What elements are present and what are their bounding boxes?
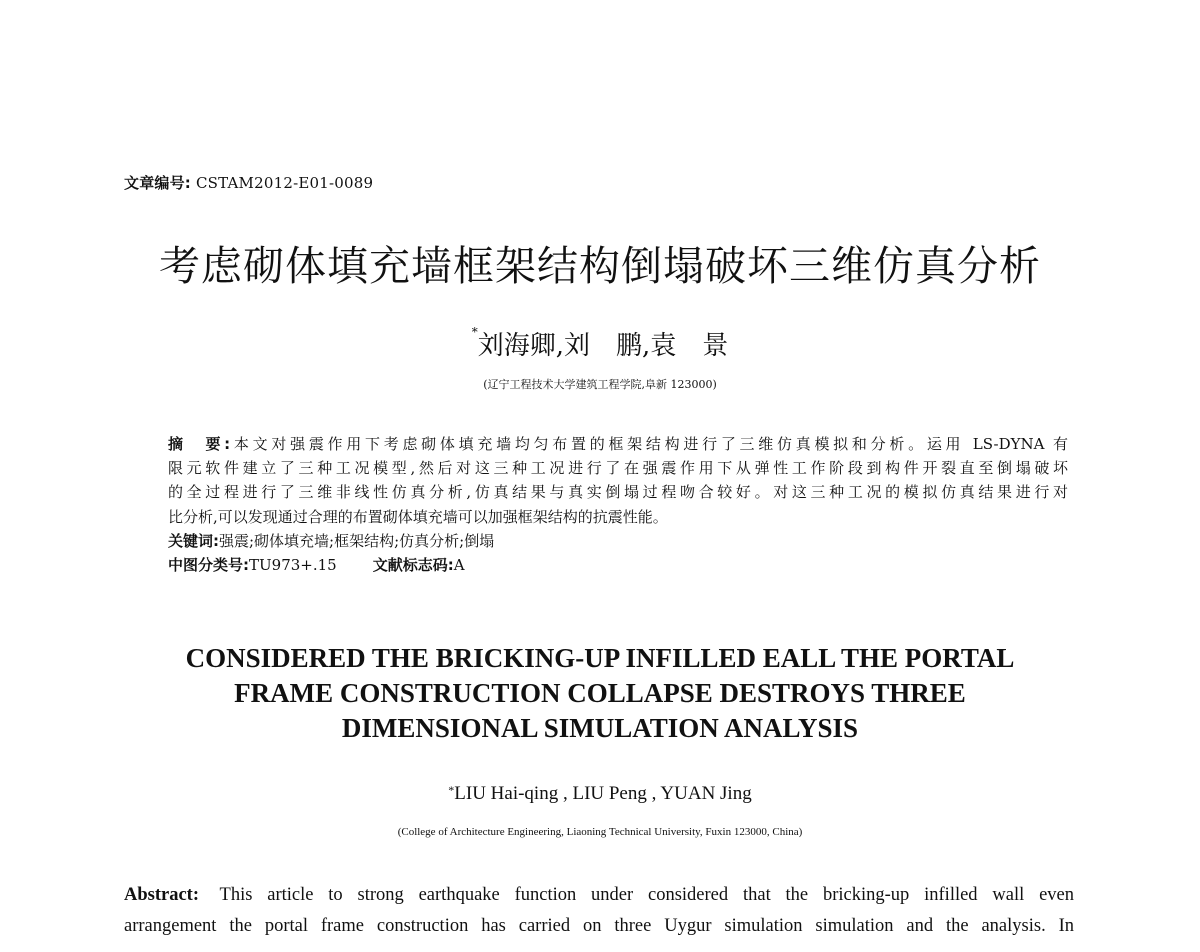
chinese-author-names: 刘海卿,刘 鹏,袁 景 xyxy=(477,331,729,361)
english-title-line: CONSIDERED THE BRICKING-UP INFILLED EALL THE PORTAL xyxy=(185,643,1015,673)
english-title-line: FRAME CONSTRUCTION COLLAPSE DESTROYS THREE xyxy=(234,678,966,708)
chinese-abstract-line: 比分析,可以发现通过合理的布置砌体填充墙可以加强框架结构的抗震性能。 xyxy=(168,507,668,526)
english-affiliation: (College of Architecture Engineering, Liaoning Technical University, Fuxin 123000, China) xyxy=(397,826,803,838)
english-abstract-text: This article to strong earthquake function under considered that the bricking-up infilled wall even xyxy=(219,885,1074,905)
corresponding-author-mark: * xyxy=(448,783,455,797)
keywords-label: 关键词: xyxy=(168,531,219,550)
english-author-names: LIU Hai-qing , LIU Peng , YUAN Jing xyxy=(454,783,752,804)
article-number-label: 文章编号: xyxy=(124,174,191,192)
corresponding-author-mark: * xyxy=(471,325,478,339)
chinese-affiliation: (辽宁工程技术大学建筑工程学院,阜新 123000) xyxy=(483,378,717,391)
clc-value: TU973+.15 xyxy=(249,556,337,575)
doc-code-label: 文献标志码: xyxy=(372,556,454,575)
article-number xyxy=(124,172,373,193)
chinese-abstract-line: 的全过程进行了三维非线性仿真分析,仿真结果与真实倒塌过程吻合较好。对这三种工况的模拟仿真结果进行对 xyxy=(168,483,1068,502)
keywords-line xyxy=(168,529,1068,553)
chinese-abstract-line: 限元软件建立了三种工况模型,然后对这三种工况进行了在强震作用下从弹性工作阶段到构件开裂直至倒塌破坏 xyxy=(168,459,1068,478)
english-title xyxy=(0,641,1200,746)
chinese-abstract-block xyxy=(168,432,1068,577)
chinese-authors xyxy=(0,325,1200,362)
chinese-abstract-text: 本文对强震作用下考虑砌体填充墙均匀布置的框架结构进行了三维仿真模拟和分析。运用 LS-DYNA 有 xyxy=(230,435,1069,453)
article-number-value: CSTAM2012-E01-0089 xyxy=(195,174,374,192)
english-abstract-line xyxy=(124,880,1074,911)
english-abstract-label: Abstract: xyxy=(124,885,200,905)
english-abstract-line: arrangement the portal frame construction has carried on three Uygur simulation simulation and the analysis. In xyxy=(124,916,1074,936)
doc-code-value: A xyxy=(453,556,465,575)
keywords-text: 强震;砌体填充墙;框架结构;仿真分析;倒塌 xyxy=(219,531,495,550)
chinese-abstract-line xyxy=(168,432,1068,456)
classification-line xyxy=(168,553,1068,577)
english-authors xyxy=(0,783,1200,805)
chinese-title: 考虑砌体填充墙框架结构倒塌破坏三维仿真分析 xyxy=(159,242,1041,290)
clc-label: 中图分类号: xyxy=(168,556,249,575)
english-title-line: DIMENSIONAL SIMULATION ANALYSIS xyxy=(341,713,859,743)
chinese-abstract-label: 摘 要: xyxy=(168,435,231,453)
english-abstract-block xyxy=(124,880,1074,942)
